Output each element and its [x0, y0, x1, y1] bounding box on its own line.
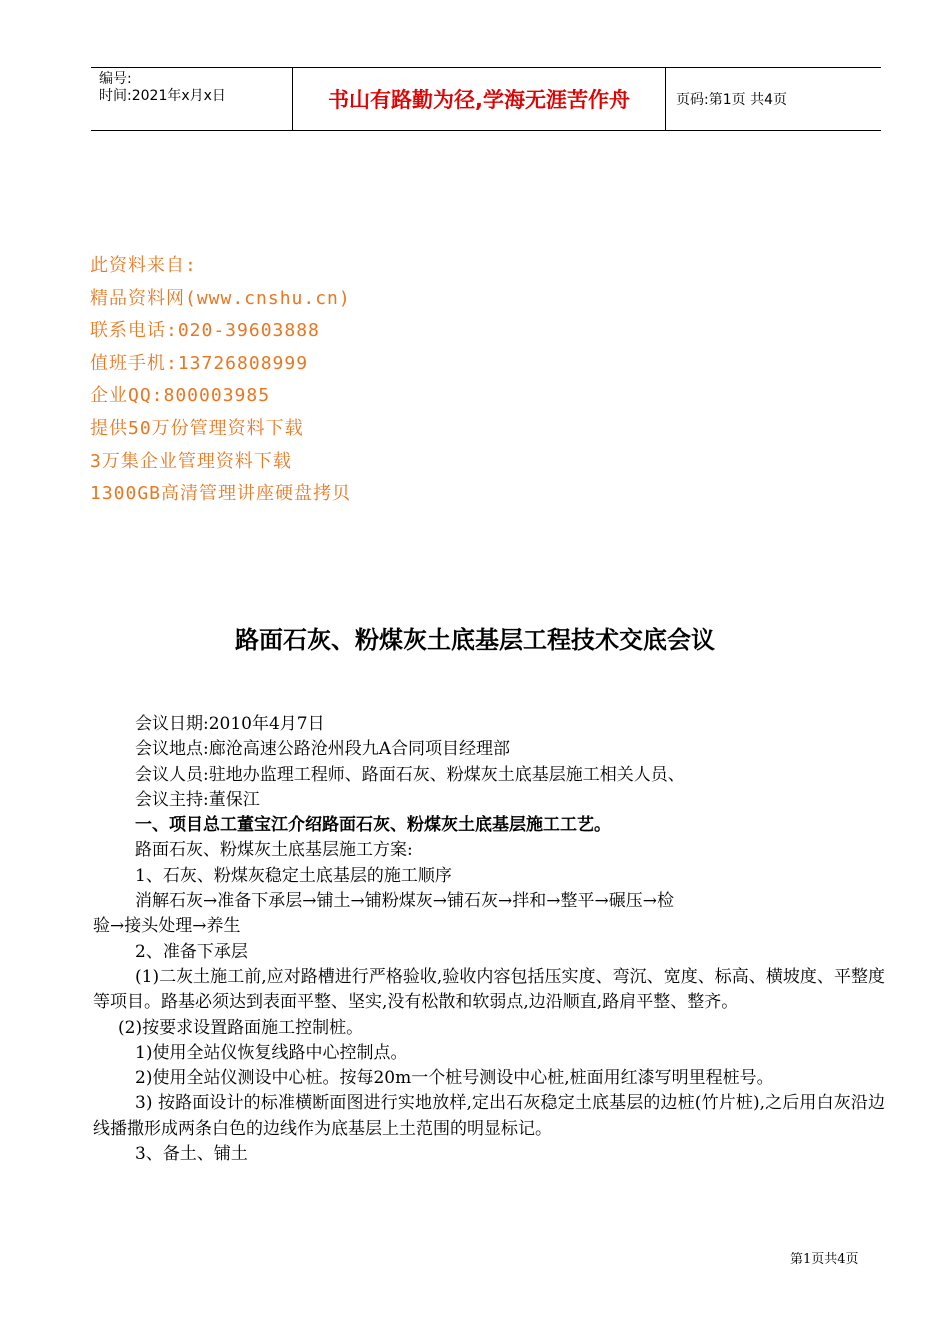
paragraph: (1)二灰土施工前,应对路槽进行严格验收,验收内容包括压实度、弯沉、宽度、标高、横坡度、平整度等项目。路基必须达到表面平整、坚实,没有松散和软弱点,边沿顺直,路肩平整、整齐。 [93, 966, 885, 1013]
step: 3) 按路面设计的标准横断面图进行实地放样,定出石灰稳定土底基层的边桩(竹片桩),之后用白灰沿边线播撒形成两条白色的边线作为底基层上土范围的明显标记。 [93, 1093, 885, 1139]
item-title: 3、备土、铺土 [135, 1144, 248, 1165]
item-title: 2、准备下承层 [135, 941, 248, 962]
sequence-line: 验→接头处理→养生 [93, 916, 241, 937]
source-line: 联系电话:020-39603888 [90, 320, 320, 342]
source-line: 提供50万份管理资料下载 [90, 417, 304, 439]
source-line: 3万集企业管理资料下载 [90, 450, 292, 472]
source-line: 1300GB高清管理讲座硬盘拷贝 [90, 483, 352, 505]
plan-title: 路面石灰、粉煤灰土底基层施工方案: [135, 840, 413, 861]
source-line: 精品资料网(www.cnshu.cn) [90, 287, 351, 309]
sub-item: (2)按要求设置路面施工控制桩。 [118, 1017, 364, 1038]
number-label: 编号: [99, 71, 132, 87]
item-title: 1、石灰、粉煤灰稳定土底基层的施工顺序 [135, 865, 452, 886]
page-header [91, 67, 881, 131]
meeting-date: 会议日期:2010年4月7日 [135, 714, 325, 734]
step: 1)使用全站仪恢复线路中心控制点。 [135, 1042, 408, 1063]
meeting-place: 会议地点:廊沧高速公路沧州段九A合同项目经理部 [135, 739, 511, 760]
time-label: 时间:2021年x月x日 [99, 88, 226, 104]
step: 2)使用全站仪测设中心桩。按每20m一个桩号测设中心桩,桩面用红漆写明里程桩号。 [135, 1068, 774, 1089]
source-line: 此资料来自: [90, 255, 197, 276]
page-footer: 第1页共4页 [790, 1252, 859, 1267]
sequence-line: 消解石灰→准备下承层→铺土→铺粉煤灰→铺石灰→拌和→整平→碾压→检 [135, 891, 674, 912]
section-heading: 一、项目总工董宝江介绍路面石灰、粉煤灰土底基层施工工艺。 [135, 815, 611, 836]
header-meta-cell [91, 68, 293, 130]
source-line: 值班手机:13726808999 [90, 352, 309, 374]
meeting-people: 会议人员:驻地办监理工程师、路面石灰、粉煤灰土底基层施工相关人员、 [135, 764, 685, 785]
motto: 书山有路勤为径,学海无涯苦作舟 [293, 68, 666, 130]
document-body [93, 712, 885, 1167]
page-number-label: 页码:第1页 共4页 [676, 92, 787, 108]
source-info-block [90, 250, 351, 511]
document-title: 路面石灰、粉煤灰土底基层工程技术交底会议 [235, 626, 715, 654]
source-line: 企业QQ:800003985 [90, 385, 271, 407]
meeting-host: 会议主持:董保江 [135, 789, 260, 810]
